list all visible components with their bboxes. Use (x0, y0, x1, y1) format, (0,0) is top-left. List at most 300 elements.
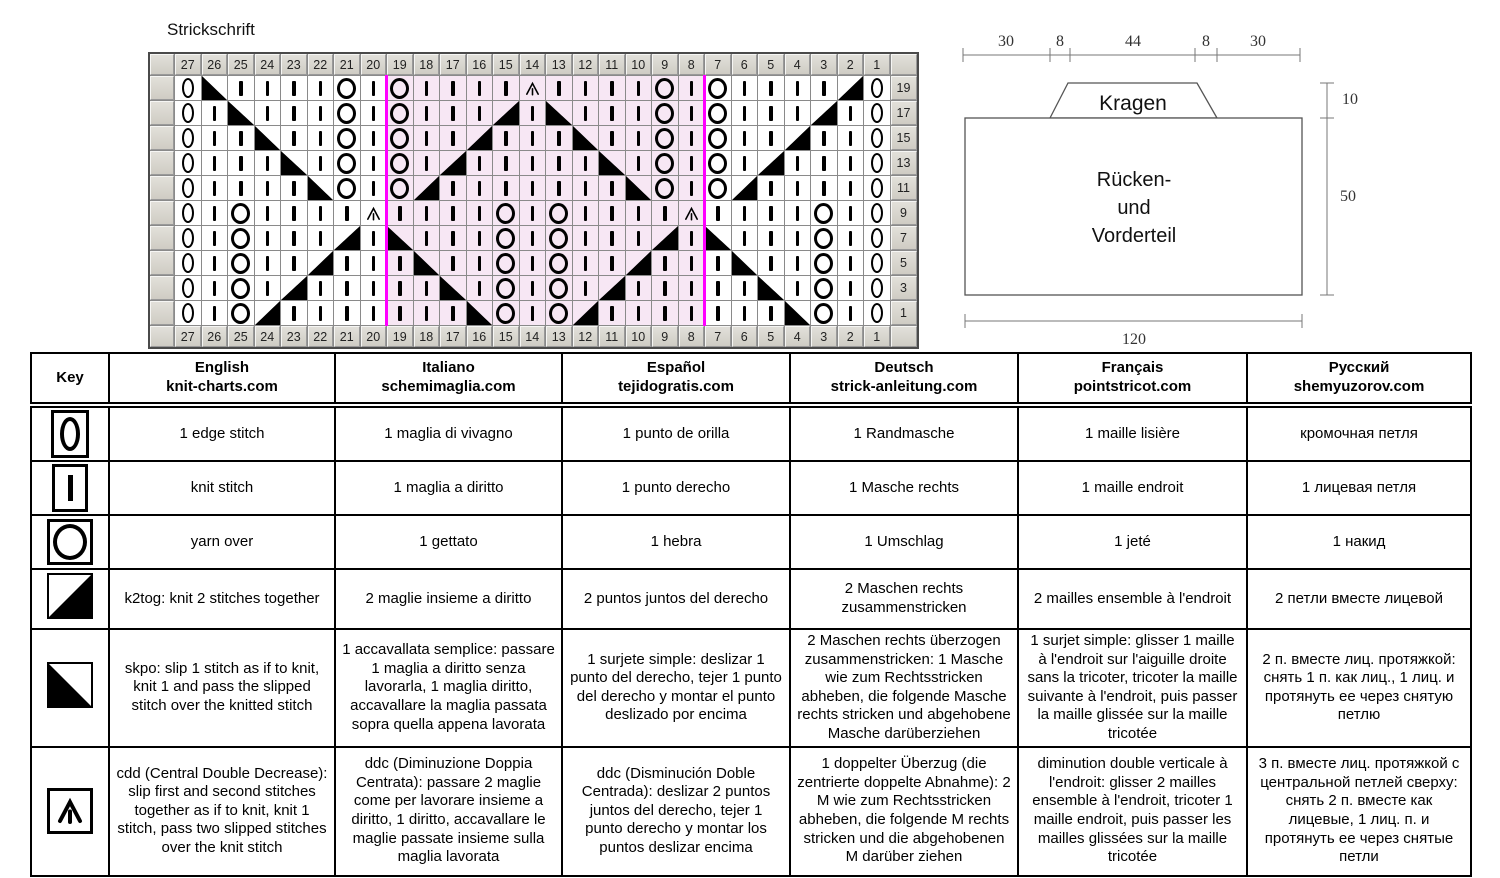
knit-stitch-icon (557, 156, 561, 171)
chart-cell (864, 176, 890, 200)
edge-stitch-icon (871, 303, 883, 323)
k2tog-icon (440, 151, 466, 175)
chart-cell (758, 176, 784, 200)
chart-cell (811, 176, 837, 200)
knit-stitch-icon (451, 131, 455, 146)
knit-stitch-icon (292, 206, 296, 221)
knit-stitch-icon (822, 181, 826, 196)
chart-cell (202, 126, 228, 150)
chart-cell (334, 101, 360, 125)
column-number: 1 (864, 54, 890, 75)
chart-cell (785, 151, 811, 175)
yarn-over-icon (496, 303, 515, 324)
column-number: 5 (758, 326, 784, 347)
edge-stitch-icon (871, 178, 883, 198)
yarn-over-icon (231, 228, 250, 249)
column-number: 2 (838, 54, 864, 75)
row-number: 9 (891, 201, 917, 225)
legend-text-cell: кромочная петля (1247, 405, 1471, 461)
chart-cell (414, 151, 440, 175)
chart-cell (334, 276, 360, 300)
knit-stitch-icon (478, 256, 482, 271)
chart-cell (414, 226, 440, 250)
chart-cell (652, 126, 678, 150)
body-line-3: Vorderteil (1091, 225, 1177, 247)
k2tog-icon (493, 101, 519, 125)
legend-text-cell: 1 punto de orilla (562, 405, 790, 461)
chart-cell (387, 101, 413, 125)
knit-stitch-icon (425, 231, 429, 246)
knit-stitch-icon (663, 306, 667, 321)
chart-cell (864, 126, 890, 150)
knit-stitch-icon (743, 306, 747, 321)
chart-cell (334, 176, 360, 200)
knit-stitch-icon (345, 206, 349, 221)
chart-cell (228, 76, 254, 100)
yarn-over-icon (390, 128, 409, 149)
column-number: 16 (467, 54, 493, 75)
column-number: 12 (573, 54, 599, 75)
skpo-icon (440, 276, 466, 300)
chart-cell (202, 301, 228, 325)
legend-text-cell: yarn over (109, 515, 335, 569)
edge-stitch-icon (182, 228, 194, 248)
chart-cell (705, 301, 731, 325)
chart-cell (308, 276, 334, 300)
edge-stitch-icon (182, 203, 194, 223)
knit-stitch-icon (637, 306, 641, 321)
chart-cell (440, 226, 466, 250)
yarn-over-icon (708, 178, 727, 199)
yarn-over-icon (655, 78, 674, 99)
knit-stitch-icon (451, 231, 455, 246)
collar-label: Kragen (1099, 92, 1167, 115)
chart-cell (334, 201, 360, 225)
column-number: 11 (599, 326, 625, 347)
knit-stitch-icon (716, 206, 720, 221)
chart-cell (467, 101, 493, 125)
knit-stitch-icon (822, 156, 826, 171)
knit-stitch-icon (319, 131, 323, 146)
knit-stitch-icon (425, 281, 429, 296)
dim-collar-height: 10 (1342, 91, 1358, 108)
column-number: 15 (493, 326, 519, 347)
skpo-icon (387, 226, 413, 250)
chart-cell (202, 276, 228, 300)
knit-stitch-icon (451, 181, 455, 196)
skpo-icon (758, 276, 784, 300)
knit-stitch-icon (319, 81, 323, 96)
row-margin (150, 101, 174, 125)
knit-stitch-icon (531, 306, 535, 321)
knit-stitch-icon (398, 256, 402, 271)
column-number: 6 (732, 54, 758, 75)
chart-cell (281, 301, 307, 325)
chart-cell (546, 151, 572, 175)
knit-stitch-icon (637, 231, 641, 246)
yarn-over-icon (549, 228, 568, 249)
chart-cell (758, 201, 784, 225)
knit-stitch-icon (451, 206, 455, 221)
knit-stitch-icon (504, 156, 508, 171)
skpo-icon (705, 226, 731, 250)
column-number: 25 (228, 326, 254, 347)
chart-cell (679, 276, 705, 300)
column-number: 21 (334, 326, 360, 347)
chart-cell (864, 251, 890, 275)
chart-cell (652, 176, 678, 200)
column-number: 7 (705, 54, 731, 75)
chart-cell (705, 101, 731, 125)
chart-cell (387, 201, 413, 225)
knit-stitch-icon (292, 256, 296, 271)
knit-stitch-icon (372, 231, 376, 246)
chart-cell (546, 226, 572, 250)
knit-stitch-icon (796, 81, 800, 96)
chart-cell (864, 226, 890, 250)
knit-stitch-icon (319, 106, 323, 121)
yarn-over-icon (337, 153, 356, 174)
chart-cell (652, 301, 678, 325)
k2tog-icon (811, 101, 837, 125)
knit-stitch-icon (769, 131, 773, 146)
chart-cell (626, 276, 652, 300)
column-number: 20 (361, 326, 387, 347)
chart-cell (387, 251, 413, 275)
yarn-over-icon (708, 153, 727, 174)
knit-stitch-icon (266, 106, 270, 121)
chart-cell (228, 276, 254, 300)
column-number: 13 (546, 326, 572, 347)
knit-stitch-key-icon (52, 464, 88, 512)
edge-stitch-icon (871, 228, 883, 248)
body-line-2: und (1117, 197, 1151, 219)
chart-cell (308, 301, 334, 325)
chart-cell (308, 151, 334, 175)
column-number: 1 (864, 326, 890, 347)
knit-stitch-icon (213, 281, 217, 296)
chart-cell (732, 276, 758, 300)
chart-cell (811, 276, 837, 300)
column-number: 7 (705, 326, 731, 347)
chart-cell (573, 201, 599, 225)
knit-stitch-icon (557, 81, 561, 96)
skpo-icon (467, 301, 493, 325)
knit-stitch-icon (266, 256, 270, 271)
chart-cell (679, 101, 705, 125)
chart-cell (546, 251, 572, 275)
chart-cell (255, 251, 281, 275)
chart-corner (150, 326, 174, 347)
chart-cell (599, 101, 625, 125)
legend-text-cell: 1 surjete simple: deslizar 1 punto del derecho, tejer 1 punto del derecho y montar el punto deslizado por encima (562, 629, 790, 747)
knit-stitch-icon (796, 181, 800, 196)
column-number: 13 (546, 54, 572, 75)
chart-cell (361, 276, 387, 300)
chart-cell (626, 226, 652, 250)
chart-cell (520, 226, 546, 250)
chart-cell (255, 101, 281, 125)
column-number: 4 (785, 326, 811, 347)
cdd-key-icon (47, 788, 93, 834)
key-symbol-cell (31, 515, 109, 569)
legend-text-cell: ddc (Diminuzione Doppia Centrata): passare 2 maglie come per lavorare insieme a diritto, 1 diritto, accavallare le maglie passate insieme sulla maglia lavorata (335, 747, 562, 876)
chart-cell (467, 251, 493, 275)
legend-text-cell: 1 Umschlag (790, 515, 1018, 569)
knit-stitch-icon (504, 81, 508, 96)
yarn-over-icon (496, 278, 515, 299)
key-symbol-cell (31, 629, 109, 747)
chart-cell (732, 226, 758, 250)
column-number: 8 (679, 54, 705, 75)
knit-stitch-icon (663, 206, 667, 221)
knit-stitch-icon (451, 81, 455, 96)
cdd-icon (524, 80, 541, 97)
knit-stitch-icon (213, 231, 217, 246)
yarn-over-icon (814, 253, 833, 274)
knit-stitch-icon (849, 281, 853, 296)
chart-cell (679, 151, 705, 175)
chart-cell (175, 151, 201, 175)
chart-cell (758, 76, 784, 100)
chart-cell (626, 101, 652, 125)
chart-cell (202, 251, 228, 275)
chart-cell (493, 301, 519, 325)
chart-cell (705, 76, 731, 100)
legend-header (31, 353, 1471, 405)
knit-stitch-icon (372, 306, 376, 321)
column-number: 16 (467, 326, 493, 347)
chart-cell (202, 151, 228, 175)
knit-stitch-icon (769, 81, 773, 96)
chart-cell (467, 276, 493, 300)
yarn-over-icon (337, 178, 356, 199)
legend-text-cell: 1 hebra (562, 515, 790, 569)
legend-text-cell: 1 surjet simple: glisser 1 maille à l'endroit sur l'aiguille droite sans la tricoter, tricoter la maille suivante à l'endroit, puis passer la maille glissée sur la maille tricotée (1018, 629, 1247, 747)
chart-cell (387, 276, 413, 300)
chart-cell (308, 101, 334, 125)
chart-cell (679, 76, 705, 100)
legend-body (31, 405, 1471, 876)
chart-cell (705, 201, 731, 225)
knit-stitch-icon (531, 256, 535, 271)
knit-stitch-icon (372, 131, 376, 146)
chart-cell (175, 201, 201, 225)
chart-cell (864, 76, 890, 100)
k2tog-icon (652, 226, 678, 250)
k2tog-icon (414, 176, 440, 200)
chart-cell (546, 201, 572, 225)
legend-text-cell: 1 maglia di vivagno (335, 405, 562, 461)
skpo-icon (732, 251, 758, 275)
chart-cell (679, 301, 705, 325)
knit-stitch-icon (557, 181, 561, 196)
chart-cell (175, 251, 201, 275)
chart-cell (599, 76, 625, 100)
chart-cell (228, 176, 254, 200)
legend-text-cell: 2 петли вместе лицевой (1247, 569, 1471, 629)
chart-cell (626, 151, 652, 175)
chart-cell (732, 301, 758, 325)
legend-text-cell: skpo: slip 1 stitch as if to knit, knit 1 and pass the slipped stitch over the knitted stitch (109, 629, 335, 747)
chart-cell (652, 101, 678, 125)
knit-stitch-icon (239, 156, 243, 171)
knit-stitch-icon (345, 306, 349, 321)
legend-text-cell: 1 maglia a diritto (335, 461, 562, 515)
k2tog-icon (785, 126, 811, 150)
chart-cell (308, 126, 334, 150)
chart-cell (175, 226, 201, 250)
chart-cell (838, 276, 864, 300)
legend-text-cell: 2 Maschen rechts überzogen zusammenstricken: 1 Masche wie zum Rechtsstricken abheben, die folgende Masche rechts stricken und abgehobene Masche darüberziehen (790, 629, 1018, 747)
knit-stitch-icon (557, 131, 561, 146)
edge-stitch-icon (182, 128, 194, 148)
knit-stitch-icon (504, 131, 508, 146)
yarn-over-icon (549, 253, 568, 274)
chart-cell (255, 201, 281, 225)
column-number: 14 (520, 54, 546, 75)
yarn-over-icon (549, 203, 568, 224)
chart-cell (573, 151, 599, 175)
knit-stitch-icon (425, 106, 429, 121)
knit-stitch-icon (292, 81, 296, 96)
edge-stitch-icon (871, 78, 883, 98)
cdd-icon (55, 796, 85, 826)
cdd-icon (365, 205, 382, 222)
legend-text-cell: 2 Maschen rechts zusammenstricken (790, 569, 1018, 629)
chart-cell (467, 201, 493, 225)
chart-cell (202, 101, 228, 125)
column-number: 27 (175, 54, 201, 75)
k2tog-icon (255, 301, 281, 325)
chart-cell (228, 151, 254, 175)
chart-cell (652, 151, 678, 175)
chart-cell (414, 276, 440, 300)
chart-cell (838, 201, 864, 225)
chart-cell (546, 76, 572, 100)
knit-stitch-icon (637, 81, 641, 96)
chart-cell (573, 101, 599, 125)
knit-stitch-icon (372, 81, 376, 96)
knit-stitch-icon (292, 131, 296, 146)
knit-stitch-icon (478, 156, 482, 171)
knit-stitch-icon (769, 256, 773, 271)
chart-cell (785, 201, 811, 225)
chart-cell (785, 176, 811, 200)
chart-cell (758, 226, 784, 250)
chart-cell (281, 251, 307, 275)
edge-stitch-icon (871, 278, 883, 298)
legend-text-cell: 1 maille endroit (1018, 461, 1247, 515)
chart-cell (732, 201, 758, 225)
chart-cell (785, 76, 811, 100)
knit-stitch-icon (584, 206, 588, 221)
knit-stitch-icon (849, 181, 853, 196)
knit-stitch-icon (690, 156, 694, 171)
knit-stitch-icon (610, 256, 614, 271)
k2tog-icon (467, 126, 493, 150)
legend-text-cell: ddc (Disminución Doble Centrada): deslizar 2 puntos juntos del derecho, tejer 1 punto derecho y montar los puntos deslizar encima (562, 747, 790, 876)
chart-cell (493, 276, 519, 300)
chart-cell (652, 201, 678, 225)
knit-stitch-icon (743, 81, 747, 96)
chart-cell (202, 201, 228, 225)
skpo-icon (281, 151, 307, 175)
knit-stitch-icon (610, 106, 614, 121)
knit-stitch-icon (292, 181, 296, 196)
edge-stitch-icon (182, 178, 194, 198)
knit-stitch-icon (637, 156, 641, 171)
column-number: 26 (202, 326, 228, 347)
skpo-icon (308, 176, 334, 200)
chart-cell (520, 301, 546, 325)
chart-cell (838, 226, 864, 250)
legend-text-cell: 2 п. вместе лиц. протяжкой: снять 1 п. как лиц., 1 лиц. и протянуть ее через снятую петлю (1247, 629, 1471, 747)
chart-cell (228, 226, 254, 250)
knit-stitch-icon (690, 231, 694, 246)
chart-cell (758, 251, 784, 275)
knit-stitch-icon (372, 156, 376, 171)
chart-cell (440, 201, 466, 225)
chart-cell (175, 76, 201, 100)
key-symbol-cell (31, 461, 109, 515)
column-number: 4 (785, 54, 811, 75)
knit-stitch-icon (372, 256, 376, 271)
knit-stitch-icon (690, 81, 694, 96)
column-number: 20 (361, 54, 387, 75)
chart-cell (493, 226, 519, 250)
yarn-over-icon (390, 78, 409, 99)
knit-stitch-icon (531, 181, 535, 196)
knit-stitch-icon (796, 156, 800, 171)
knit-stitch-icon (822, 131, 826, 146)
chart-cell (546, 276, 572, 300)
legend-text-cell: 1 накид (1247, 515, 1471, 569)
k2tog-icon (308, 251, 334, 275)
knit-stitch-icon (451, 256, 455, 271)
knit-stitch-icon (478, 231, 482, 246)
column-number: 12 (573, 326, 599, 347)
knit-stitch-icon (319, 231, 323, 246)
chart-cell (838, 251, 864, 275)
yarn-over-icon (231, 253, 250, 274)
legend-text-cell: 1 Masche rechts (790, 461, 1018, 515)
column-number: 17 (440, 54, 466, 75)
chart-title: Strickschrift (167, 20, 255, 39)
legend-header-deutsch: Deutsch strick-anleitung.com (790, 353, 1018, 405)
legend-header-русский: Русский shemyuzorov.com (1247, 353, 1471, 405)
k2tog-key-icon (47, 573, 93, 619)
knit-stitch-icon (478, 181, 482, 196)
chart-cell (838, 176, 864, 200)
chart-cell (785, 226, 811, 250)
chart-cell (334, 151, 360, 175)
chart-cell (573, 276, 599, 300)
chart-cell (573, 226, 599, 250)
yarn-over-icon (496, 253, 515, 274)
legend-text-cell: 1 punto derecho (562, 461, 790, 515)
knit-stitch-icon (584, 106, 588, 121)
knit-stitch-icon (769, 181, 773, 196)
knit-stitch-icon (584, 181, 588, 196)
edge-stitch-icon (182, 303, 194, 323)
legend-text-cell: diminution double verticale à l'endroit: glisser 2 mailles ensemble à l'endroit, tricoter 1 maille endroit, puis passer les mailles glissées sur la maille tricotée (1018, 747, 1247, 876)
key-symbol-cell (31, 747, 109, 876)
chart-cell (520, 126, 546, 150)
chart-cell (308, 76, 334, 100)
row-margin (150, 151, 174, 175)
edge-stitch-key-icon (51, 410, 89, 458)
